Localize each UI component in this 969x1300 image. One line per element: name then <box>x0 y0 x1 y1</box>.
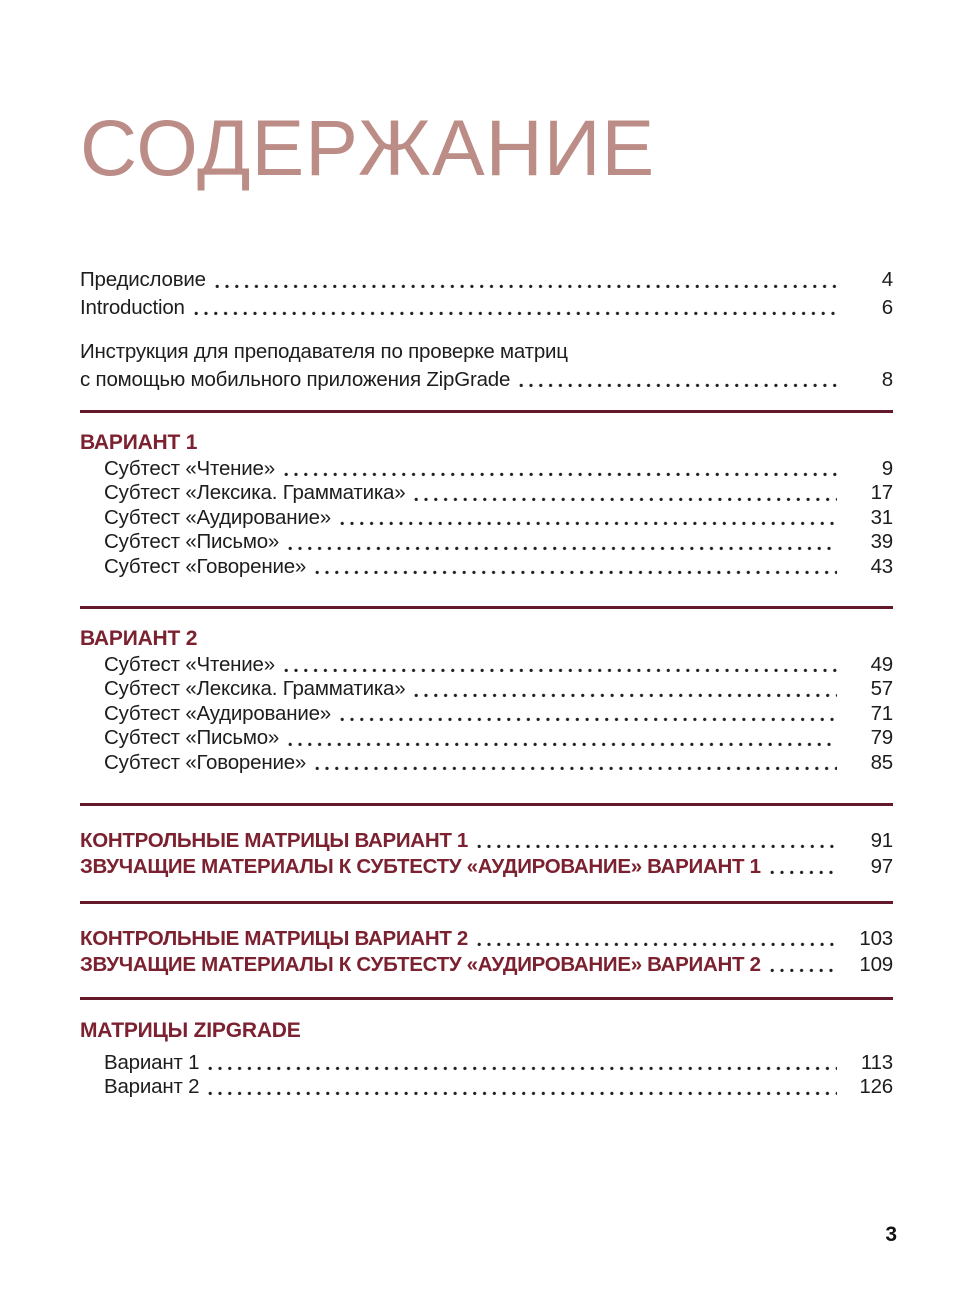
page-number: 17 <box>870 481 893 505</box>
front-matter-list <box>80 266 893 321</box>
entry-label: Вариант 2 <box>104 1075 200 1099</box>
page-number: 103 <box>859 927 893 951</box>
page-number: 6 <box>881 295 893 319</box>
page-number: 4 <box>881 268 893 291</box>
entry-label: Субтест «Аудирование» <box>104 505 331 529</box>
dot-leader <box>208 1091 837 1096</box>
page-number: 39 <box>870 530 893 554</box>
toc-entry <box>80 506 893 530</box>
toc-entry <box>80 1075 893 1099</box>
toc-entry <box>80 338 893 366</box>
entry-label: Вариант 1 <box>104 1051 200 1075</box>
entry-label: ЗВУЧАЩИЕ МАТЕРИАЛЫ К СУБТЕСТУ «АУДИРОВАНИЕ» ВАРИАНТ 1 <box>80 855 761 879</box>
entry-label: КОНТРОЛЬНЫЕ МАТРИЦЫ ВАРИАНТ 2 <box>80 927 469 951</box>
page-number: 8 <box>881 367 893 391</box>
control-matrices-variant-2 <box>80 926 893 978</box>
dot-leader <box>215 284 837 289</box>
page-number: 49 <box>870 653 893 677</box>
dot-leader <box>315 570 837 575</box>
toc-entry <box>80 294 893 322</box>
page-number: 97 <box>870 855 893 879</box>
zipgrade-items <box>80 1051 893 1100</box>
dot-leader <box>288 546 837 551</box>
page-number: 109 <box>859 953 893 977</box>
toc-entry <box>80 266 893 294</box>
dot-leader <box>208 1066 837 1071</box>
section-rule <box>80 901 893 904</box>
section-rule <box>80 606 893 609</box>
page-number: 9 <box>881 457 893 480</box>
entry-label: Предисловие <box>80 268 206 291</box>
page-number: 113 <box>860 1051 893 1075</box>
dot-leader <box>519 383 837 388</box>
page-number: 85 <box>870 750 893 774</box>
toc-content <box>0 103 969 1100</box>
entry-label: КОНТРОЛЬНЫЕ МАТРИЦЫ ВАРИАНТ 1 <box>80 829 469 853</box>
section-rule <box>80 997 893 1000</box>
toc-entry <box>80 481 893 505</box>
control-matrices-variant-1 <box>80 828 893 880</box>
entry-label: Субтест «Аудирование» <box>104 701 331 725</box>
entry-label: Субтест «Письмо» <box>104 726 280 750</box>
entry-label: Субтест «Лексика. Грамматика» <box>104 481 406 505</box>
dot-leader <box>194 311 837 316</box>
toc-entry <box>80 726 893 750</box>
toc-entry <box>80 366 893 394</box>
entry-label: с помощью мобильного приложения ZipGrade <box>80 367 511 391</box>
page-number: 71 <box>870 701 893 725</box>
dot-leader <box>288 742 837 747</box>
dot-leader <box>340 717 837 722</box>
toc-entry <box>80 653 893 677</box>
entry-label: ЗВУЧАЩИЕ МАТЕРИАЛЫ К СУБТЕСТУ «АУДИРОВАНИЕ» ВАРИАНТ 2 <box>80 953 761 977</box>
entry-label: Субтест «Говорение» <box>104 554 307 578</box>
dot-leader <box>477 942 837 947</box>
toc-entry <box>80 555 893 579</box>
page-number: 79 <box>870 726 893 750</box>
toc-entry <box>80 702 893 726</box>
toc-entry <box>80 751 893 775</box>
section-header-variant-2: ВАРИАНТ 2 <box>80 627 198 651</box>
section-rule <box>80 803 893 806</box>
section-rule <box>80 410 893 413</box>
variant-2-items <box>80 653 893 775</box>
page-number: 31 <box>870 505 893 529</box>
dot-leader <box>414 497 837 502</box>
entry-label: Субтест «Письмо» <box>104 530 280 554</box>
entry-label: Субтест «Говорение» <box>104 750 307 774</box>
toc-entry <box>80 1051 893 1075</box>
toc-entry <box>80 530 893 554</box>
page-number: 57 <box>870 677 893 701</box>
dot-leader <box>340 521 837 526</box>
section-header-zipgrade: МАТРИЦЫ ZIPGRADE <box>80 1019 301 1043</box>
entry-label: Инструкция для преподавателя по проверке матриц <box>80 340 568 363</box>
page-number: 91 <box>870 829 893 853</box>
dot-leader <box>414 693 837 698</box>
page-number: 43 <box>870 554 893 578</box>
dot-leader <box>477 844 837 849</box>
dot-leader <box>315 766 837 771</box>
entry-label: Субтест «Чтение» <box>104 653 275 677</box>
page-title: СОДЕРЖАНИЕ <box>80 103 656 192</box>
page-number: 126 <box>859 1075 893 1099</box>
toc-entry <box>80 677 893 701</box>
entry-label: Introduction <box>80 295 185 319</box>
dot-leader <box>770 870 837 875</box>
instruction-entry <box>80 338 893 393</box>
entry-label: Субтест «Чтение» <box>104 457 275 480</box>
folio-page-number: 3 <box>885 1223 897 1246</box>
dot-leader <box>284 668 837 673</box>
dot-leader <box>770 968 837 973</box>
toc-entry <box>80 926 893 952</box>
toc-entry <box>80 854 893 880</box>
entry-label: Субтест «Лексика. Грамматика» <box>104 677 406 701</box>
toc-entry <box>80 457 893 481</box>
dot-leader <box>284 472 837 477</box>
section-header-variant-1: ВАРИАНТ 1 <box>80 431 198 454</box>
toc-entry <box>80 828 893 854</box>
variant-1-items <box>80 457 893 579</box>
toc-entry <box>80 952 893 978</box>
